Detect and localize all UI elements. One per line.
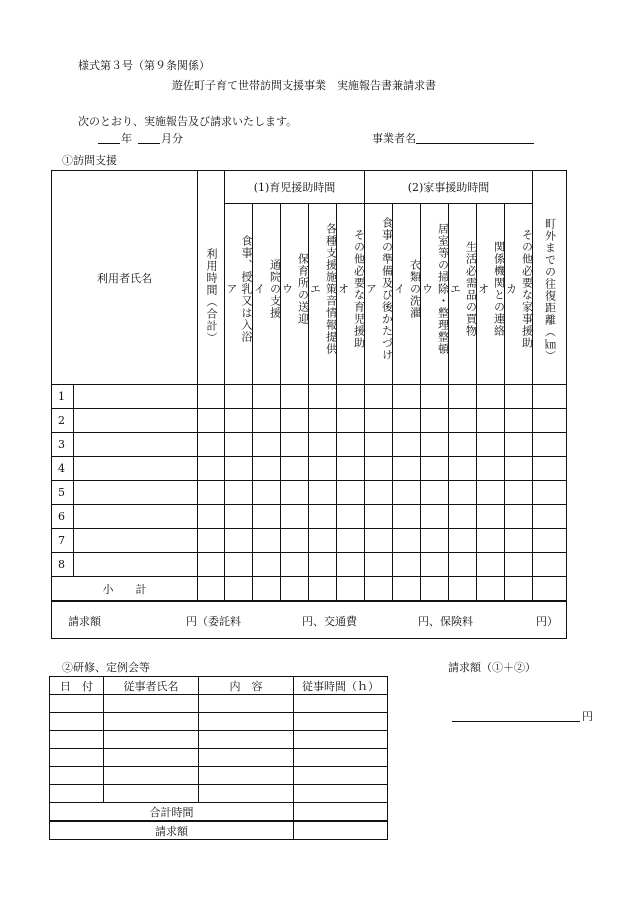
entry-cell[interactable] <box>50 713 104 731</box>
billing-row[interactable] <box>52 601 567 639</box>
entry-cell[interactable] <box>505 409 533 433</box>
table-row <box>50 731 388 749</box>
entry-cell[interactable] <box>225 457 253 481</box>
entry-cell[interactable] <box>393 505 421 529</box>
entry-cell[interactable] <box>533 481 567 505</box>
entry-cell[interactable] <box>533 553 567 577</box>
entry-cell[interactable] <box>198 457 225 481</box>
entry-cell[interactable] <box>199 695 294 713</box>
childcare-col-a: ア 食事、授乳又は入浴 <box>225 204 253 385</box>
entry-cell[interactable] <box>477 457 505 481</box>
subtotal-cell[interactable] <box>253 577 281 602</box>
entry-cell[interactable] <box>309 553 337 577</box>
subtotal-cell[interactable] <box>421 577 449 602</box>
entry-cell[interactable] <box>505 529 533 553</box>
total-request-yen: 円 <box>582 710 593 723</box>
subtotal-cell[interactable] <box>393 577 421 602</box>
row-number: 2 <box>52 409 74 433</box>
total-hours-cell[interactable] <box>294 803 388 822</box>
entry-cell[interactable] <box>50 749 104 767</box>
entry-cell[interactable] <box>421 409 449 433</box>
entry-cell[interactable] <box>421 385 449 409</box>
entry-cell[interactable] <box>337 505 365 529</box>
entry-cell[interactable] <box>309 529 337 553</box>
entry-cell[interactable] <box>198 385 225 409</box>
operator-name-field[interactable] <box>416 143 534 144</box>
subtotal-cell[interactable] <box>533 577 567 602</box>
entry-cell[interactable] <box>294 767 388 785</box>
entry-cell[interactable] <box>309 433 337 457</box>
entry-cell[interactable] <box>281 505 309 529</box>
housework-col-ka: カ その他必要な家事援助 <box>505 204 533 385</box>
work-hours-header: 従事時間（ｈ） <box>294 677 388 695</box>
user-name-cell[interactable] <box>74 481 198 505</box>
table-row <box>52 457 567 481</box>
entry-cell[interactable] <box>281 481 309 505</box>
entry-cell[interactable] <box>225 529 253 553</box>
entry-cell[interactable] <box>294 749 388 767</box>
total-request-label: 請求額（①＋②） <box>448 661 536 674</box>
entry-cell[interactable] <box>253 385 281 409</box>
subtotal-cell[interactable] <box>198 577 225 602</box>
subtotal-cell[interactable] <box>281 577 309 602</box>
entry-cell[interactable] <box>365 457 393 481</box>
table-row <box>50 713 388 731</box>
month-blank[interactable] <box>138 143 160 144</box>
year-label: 年 <box>121 132 132 145</box>
entry-cell[interactable] <box>198 529 225 553</box>
entry-cell[interactable] <box>225 505 253 529</box>
section2-title: ②研修、定例会等 <box>62 661 150 674</box>
housework-col-i: イ 衣類の洗濯 <box>393 204 421 385</box>
entry-cell[interactable] <box>253 433 281 457</box>
entry-cell[interactable] <box>104 695 199 713</box>
row-number: 4 <box>52 457 74 481</box>
user-name-cell[interactable] <box>74 529 198 553</box>
table-row <box>52 385 567 409</box>
form-label: 様式第３号（第９条関係） <box>78 59 210 72</box>
user-name-cell[interactable] <box>74 457 198 481</box>
entry-cell[interactable] <box>198 481 225 505</box>
entry-cell[interactable] <box>505 553 533 577</box>
row-number: 6 <box>52 505 74 529</box>
entry-cell[interactable] <box>505 505 533 529</box>
childcare-col-o: オ その他必要な育児援助 <box>337 204 365 385</box>
entry-cell[interactable] <box>50 785 104 803</box>
entry-cell[interactable] <box>225 409 253 433</box>
table-row <box>52 505 567 529</box>
entry-cell[interactable] <box>337 457 365 481</box>
entry-cell[interactable] <box>309 385 337 409</box>
date-header: 日 付 <box>50 677 104 695</box>
childcare-group-header: (1)育児援助時間 <box>225 171 365 204</box>
subtotal-label: 小 計 <box>52 577 198 602</box>
subtotal-cell[interactable] <box>365 577 393 602</box>
entry-cell[interactable] <box>421 481 449 505</box>
entry-cell[interactable] <box>477 409 505 433</box>
entry-cell[interactable] <box>50 767 104 785</box>
entry-cell[interactable] <box>449 481 477 505</box>
entry-cell[interactable] <box>533 433 567 457</box>
entry-cell[interactable] <box>337 409 365 433</box>
entry-cell[interactable] <box>198 409 225 433</box>
entry-cell[interactable] <box>449 385 477 409</box>
entry-cell[interactable] <box>337 529 365 553</box>
row-number: 3 <box>52 433 74 457</box>
entry-cell[interactable] <box>294 785 388 803</box>
row-number: 7 <box>52 529 74 553</box>
entry-cell[interactable] <box>421 529 449 553</box>
entry-cell[interactable] <box>365 385 393 409</box>
billing-insurance: 円、保険料 <box>418 615 473 628</box>
housework-col-o: オ 関係機関との連絡 <box>477 204 505 385</box>
housework-col-u: ウ 居室等の掃除・整理整頓 <box>421 204 449 385</box>
visit-support-table <box>51 170 567 639</box>
total-request-field[interactable] <box>452 721 580 722</box>
training-billing-cell[interactable] <box>294 821 388 840</box>
entry-cell[interactable] <box>449 409 477 433</box>
childcare-col-u: ウ 保育所の送迎 <box>281 204 309 385</box>
subtotal-cell[interactable] <box>505 577 533 602</box>
billing-label: 請求額 <box>68 615 101 628</box>
row-number: 5 <box>52 481 74 505</box>
section1-title: ①訪問支援 <box>62 154 117 167</box>
entry-cell[interactable] <box>253 553 281 577</box>
usage-time-header: 利用時間（合計） <box>198 171 225 385</box>
entry-cell[interactable] <box>393 457 421 481</box>
row-number: 1 <box>52 385 74 409</box>
entry-cell[interactable] <box>365 505 393 529</box>
content-header: 内 容 <box>199 677 294 695</box>
subtotal-cell[interactable] <box>449 577 477 602</box>
entry-cell[interactable] <box>365 433 393 457</box>
entry-cell[interactable] <box>294 713 388 731</box>
entry-cell[interactable] <box>104 713 199 731</box>
entry-cell[interactable] <box>199 785 294 803</box>
entry-cell[interactable] <box>309 481 337 505</box>
entry-cell[interactable] <box>294 731 388 749</box>
month-label: 月分 <box>161 132 183 145</box>
operator-label: 事業者名 <box>372 132 416 145</box>
entry-cell[interactable] <box>281 409 309 433</box>
entry-cell[interactable] <box>477 385 505 409</box>
entry-cell[interactable] <box>337 553 365 577</box>
table-row <box>52 433 567 457</box>
user-name-cell[interactable] <box>74 505 198 529</box>
entry-cell[interactable] <box>309 457 337 481</box>
entry-cell[interactable] <box>198 505 225 529</box>
entry-cell[interactable] <box>533 505 567 529</box>
entry-cell[interactable] <box>104 767 199 785</box>
entry-cell[interactable] <box>337 385 365 409</box>
entry-cell[interactable] <box>505 481 533 505</box>
subtotal-cell[interactable] <box>225 577 253 602</box>
entry-cell[interactable] <box>505 433 533 457</box>
entry-cell[interactable] <box>393 409 421 433</box>
entry-cell[interactable] <box>393 433 421 457</box>
entry-cell[interactable] <box>104 785 199 803</box>
total-hours-label: 合計時間 <box>50 803 294 822</box>
entry-cell[interactable] <box>199 767 294 785</box>
entry-cell[interactable] <box>533 457 567 481</box>
entry-cell[interactable] <box>225 481 253 505</box>
worker-name-header: 従事者氏名 <box>104 677 199 695</box>
table-row <box>50 749 388 767</box>
entry-cell[interactable] <box>281 457 309 481</box>
user-name-cell[interactable] <box>74 385 198 409</box>
entry-cell[interactable] <box>281 529 309 553</box>
entry-cell[interactable] <box>365 553 393 577</box>
housework-col-e: エ 生活必需品の買物 <box>449 204 477 385</box>
entry-cell[interactable] <box>281 385 309 409</box>
entry-cell[interactable] <box>449 529 477 553</box>
entry-cell[interactable] <box>253 409 281 433</box>
entry-cell[interactable] <box>253 457 281 481</box>
billing-end: 円） <box>536 615 558 628</box>
subtotal-cell[interactable] <box>309 577 337 602</box>
table-row <box>50 695 388 713</box>
entry-cell[interactable] <box>225 433 253 457</box>
entry-cell[interactable] <box>253 481 281 505</box>
childcare-col-i: イ 通院の支援 <box>253 204 281 385</box>
table-row <box>50 767 388 785</box>
housework-col-a: ア 食事の準備及び後かたづけ <box>365 204 393 385</box>
entry-cell[interactable] <box>281 553 309 577</box>
table-row <box>52 481 567 505</box>
entry-cell[interactable] <box>477 505 505 529</box>
subtotal-cell[interactable] <box>477 577 505 602</box>
year-blank[interactable] <box>98 143 120 144</box>
table-row <box>52 409 567 433</box>
table-row <box>52 553 567 577</box>
table-row <box>52 529 567 553</box>
entry-cell[interactable] <box>449 457 477 481</box>
entry-cell[interactable] <box>393 481 421 505</box>
entry-cell[interactable] <box>199 731 294 749</box>
entry-cell[interactable] <box>477 433 505 457</box>
childcare-col-e: エ 各種支援施策音情報提供 <box>309 204 337 385</box>
entry-cell[interactable] <box>477 481 505 505</box>
billing-transport: 円、交通費 <box>302 615 357 628</box>
billing-commission: 円（委託料 <box>186 615 241 628</box>
entry-cell[interactable] <box>104 749 199 767</box>
entry-cell[interactable] <box>477 529 505 553</box>
training-table <box>49 676 388 840</box>
user-name-cell[interactable] <box>74 409 198 433</box>
page-title: 遊佐町子育て世帯訪問支援事業 実施報告書兼請求書 <box>172 79 436 92</box>
entry-cell[interactable] <box>337 433 365 457</box>
distance-header: 町外までの往復距離（㎞） <box>533 171 567 385</box>
entry-cell[interactable] <box>393 385 421 409</box>
user-name-cell[interactable] <box>74 433 198 457</box>
entry-cell[interactable] <box>421 457 449 481</box>
entry-cell[interactable] <box>198 553 225 577</box>
intro-text: 次のとおり、実施報告及び請求いたします。 <box>78 115 298 128</box>
housework-group-header: (2)家事援助時間 <box>365 171 533 204</box>
entry-cell[interactable] <box>50 695 104 713</box>
entry-cell[interactable] <box>337 481 365 505</box>
entry-cell[interactable] <box>421 505 449 529</box>
entry-cell[interactable] <box>449 505 477 529</box>
entry-cell[interactable] <box>533 409 567 433</box>
entry-cell[interactable] <box>199 713 294 731</box>
entry-cell[interactable] <box>533 385 567 409</box>
entry-cell[interactable] <box>393 529 421 553</box>
entry-cell[interactable] <box>225 385 253 409</box>
entry-cell[interactable] <box>294 695 388 713</box>
entry-cell[interactable] <box>449 553 477 577</box>
entry-cell[interactable] <box>393 553 421 577</box>
entry-cell[interactable] <box>309 409 337 433</box>
entry-cell[interactable] <box>505 385 533 409</box>
entry-cell[interactable] <box>421 433 449 457</box>
entry-cell[interactable] <box>365 529 393 553</box>
user-name-cell[interactable] <box>74 553 198 577</box>
entry-cell[interactable] <box>365 481 393 505</box>
entry-cell[interactable] <box>365 409 393 433</box>
entry-cell[interactable] <box>505 457 533 481</box>
row-number: 8 <box>52 553 74 577</box>
entry-cell[interactable] <box>199 749 294 767</box>
entry-cell[interactable] <box>281 433 309 457</box>
training-billing-label: 請求額 <box>50 821 294 840</box>
entry-cell[interactable] <box>104 731 199 749</box>
entry-cell[interactable] <box>253 505 281 529</box>
entry-cell[interactable] <box>421 553 449 577</box>
table-row <box>50 785 388 803</box>
entry-cell[interactable] <box>50 731 104 749</box>
entry-cell[interactable] <box>477 553 505 577</box>
subtotal-cell[interactable] <box>337 577 365 602</box>
entry-cell[interactable] <box>225 553 253 577</box>
entry-cell[interactable] <box>253 529 281 553</box>
user-name-header: 利用者氏名 <box>52 171 198 385</box>
entry-cell[interactable] <box>309 505 337 529</box>
entry-cell[interactable] <box>198 433 225 457</box>
entry-cell[interactable] <box>533 529 567 553</box>
entry-cell[interactable] <box>449 433 477 457</box>
